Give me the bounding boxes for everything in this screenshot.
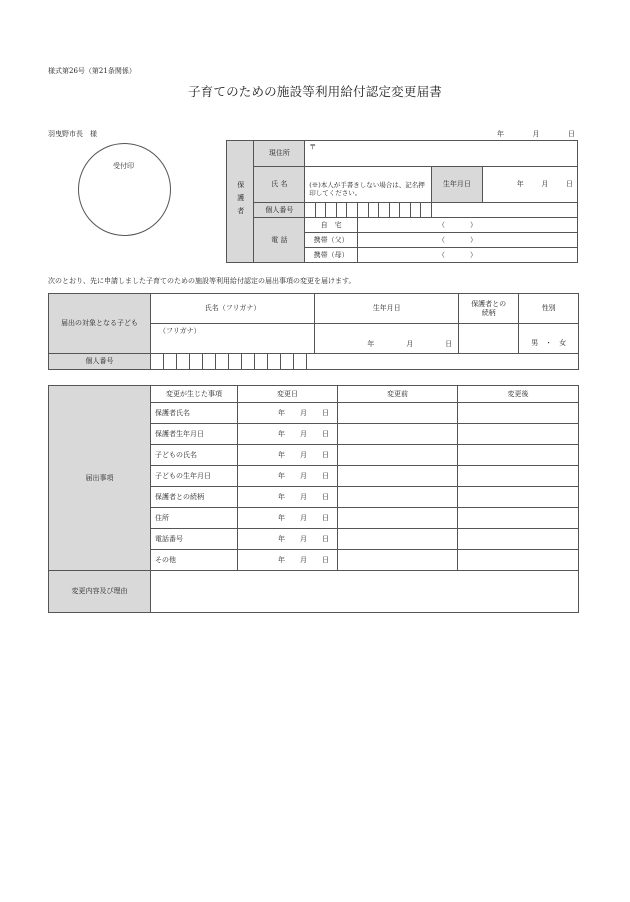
id-digit-box[interactable] bbox=[255, 354, 268, 370]
change-item-label: 保護者生年月日 bbox=[151, 424, 238, 445]
name-label: 氏 名 bbox=[254, 167, 305, 203]
id-digit-box[interactable] bbox=[177, 354, 190, 370]
reason-field[interactable] bbox=[151, 571, 579, 613]
guardian-name-field[interactable]: (※)本人が手書きしない場合は、記名押印してください。 bbox=[305, 167, 432, 203]
submission-date[interactable]: 年 月 日 bbox=[497, 130, 575, 138]
change-date-field[interactable]: 年 月 日 bbox=[238, 508, 338, 529]
phone-home-field[interactable]: （ ） bbox=[358, 218, 578, 233]
phone-mother-label: 携帯（母） bbox=[305, 248, 358, 263]
phone-home-label: 自 宅 bbox=[305, 218, 358, 233]
change-before-field[interactable] bbox=[338, 445, 458, 466]
id-digit-box[interactable] bbox=[242, 354, 255, 370]
after-header: 変更後 bbox=[458, 386, 579, 403]
change-item-label: 子どもの生年月日 bbox=[151, 466, 238, 487]
id-digit-box[interactable] bbox=[379, 203, 390, 218]
item-header: 変更が生じた事項 bbox=[151, 386, 238, 403]
guardian-id-label: 個人番号 bbox=[254, 203, 305, 218]
change-item-label: 子どもの氏名 bbox=[151, 445, 238, 466]
change-item-label: その他 bbox=[151, 550, 238, 571]
id-digit-box[interactable] bbox=[326, 203, 337, 218]
guardian-birth-field[interactable]: 年 月 日 bbox=[482, 167, 577, 203]
id-digit-box[interactable] bbox=[190, 354, 203, 370]
change-after-field[interactable] bbox=[458, 508, 579, 529]
phone-mother-field[interactable]: （ ） bbox=[358, 248, 578, 263]
change-date-field[interactable]: 年 月 日 bbox=[238, 466, 338, 487]
guardian-table bbox=[226, 140, 578, 263]
child-birth-header: 生年月日 bbox=[315, 294, 459, 324]
address-field[interactable]: 〒 bbox=[305, 141, 578, 167]
id-digit-box[interactable] bbox=[347, 203, 358, 218]
change-before-field[interactable] bbox=[338, 508, 458, 529]
id-digit-box[interactable] bbox=[400, 203, 411, 218]
id-digit-box[interactable] bbox=[410, 203, 421, 218]
change-date-field[interactable]: 年 月 日 bbox=[238, 529, 338, 550]
change-date-field[interactable]: 年 月 日 bbox=[238, 445, 338, 466]
change-date-field[interactable]: 年 月 日 bbox=[238, 424, 338, 445]
change-before-field[interactable] bbox=[338, 466, 458, 487]
change-after-field[interactable] bbox=[458, 445, 579, 466]
date-header: 変更日 bbox=[238, 386, 338, 403]
phone-father-label: 携帯（父） bbox=[305, 233, 358, 248]
reception-stamp-circle bbox=[78, 143, 171, 236]
child-id-label: 個人番号 bbox=[49, 354, 151, 370]
guardian-birth-label: 生年月日 bbox=[431, 167, 482, 203]
id-digit-box[interactable] bbox=[203, 354, 216, 370]
change-item-label: 保護者との続柄 bbox=[151, 487, 238, 508]
id-digit-box[interactable] bbox=[151, 354, 164, 370]
page-title: 子育てのための施設等利用給付認定変更届書 bbox=[187, 84, 442, 99]
addressee: 羽曳野市長 様 bbox=[48, 130, 97, 138]
change-after-field[interactable] bbox=[458, 403, 579, 424]
before-header: 変更前 bbox=[338, 386, 458, 403]
reception-stamp-label: 受付印 bbox=[113, 162, 134, 170]
id-digit-box[interactable] bbox=[389, 203, 400, 218]
guardian-section-label: 保護者 bbox=[227, 141, 254, 263]
child-name-header: 氏名（フリガナ） bbox=[151, 294, 315, 324]
id-digit-box[interactable] bbox=[358, 203, 369, 218]
child-table bbox=[48, 293, 579, 370]
change-after-field[interactable] bbox=[458, 424, 579, 445]
changes-table bbox=[48, 385, 579, 613]
change-item-label: 住所 bbox=[151, 508, 238, 529]
relation-header: 保護者との続柄 bbox=[459, 294, 519, 324]
change-before-field[interactable] bbox=[338, 487, 458, 508]
change-date-field[interactable]: 年 月 日 bbox=[238, 487, 338, 508]
intro-text: 次のとおり、先に申請しました子育てのための施設等利用給付認定の届出事項の変更を届けます。 bbox=[48, 277, 356, 285]
id-digit-box[interactable] bbox=[216, 354, 229, 370]
relation-field[interactable] bbox=[459, 324, 519, 354]
change-after-field[interactable] bbox=[458, 529, 579, 550]
change-item-label: 電話番号 bbox=[151, 529, 238, 550]
sex-header: 性別 bbox=[519, 294, 579, 324]
changes-label: 届出事項 bbox=[49, 386, 151, 571]
form-number: 様式第26号（第21条関係） bbox=[48, 67, 136, 75]
change-before-field[interactable] bbox=[338, 424, 458, 445]
change-before-field[interactable] bbox=[338, 403, 458, 424]
phone-label: 電 話 bbox=[254, 218, 305, 263]
child-label: 届出の対象となる子ども bbox=[49, 294, 151, 354]
id-digit-box[interactable] bbox=[336, 203, 347, 218]
id-digit-box[interactable] bbox=[268, 354, 281, 370]
change-date-field[interactable]: 年 月 日 bbox=[238, 550, 338, 571]
change-date-field[interactable]: 年 月 日 bbox=[238, 403, 338, 424]
id-digit-box[interactable] bbox=[305, 203, 316, 218]
reason-label: 変更内容及び理由 bbox=[49, 571, 151, 613]
id-digit-box[interactable] bbox=[315, 203, 326, 218]
change-item-label: 保護者氏名 bbox=[151, 403, 238, 424]
id-digit-box[interactable] bbox=[281, 354, 294, 370]
address-label: 現住所 bbox=[254, 141, 305, 167]
change-before-field[interactable] bbox=[338, 529, 458, 550]
sex-options[interactable]: 男 ・ 女 bbox=[519, 324, 579, 354]
id-digit-box[interactable] bbox=[164, 354, 177, 370]
child-birth-field[interactable]: 年 月 日 bbox=[315, 324, 459, 354]
id-digit-box[interactable] bbox=[421, 203, 432, 218]
phone-father-field[interactable]: （ ） bbox=[358, 233, 578, 248]
change-after-field[interactable] bbox=[458, 466, 579, 487]
change-after-field[interactable] bbox=[458, 550, 579, 571]
change-after-field[interactable] bbox=[458, 487, 579, 508]
id-digit-box[interactable] bbox=[368, 203, 379, 218]
id-digit-box[interactable] bbox=[229, 354, 242, 370]
child-name-field[interactable]: （フリガナ） bbox=[151, 324, 315, 354]
change-before-field[interactable] bbox=[338, 550, 458, 571]
id-digit-box[interactable] bbox=[294, 354, 307, 370]
